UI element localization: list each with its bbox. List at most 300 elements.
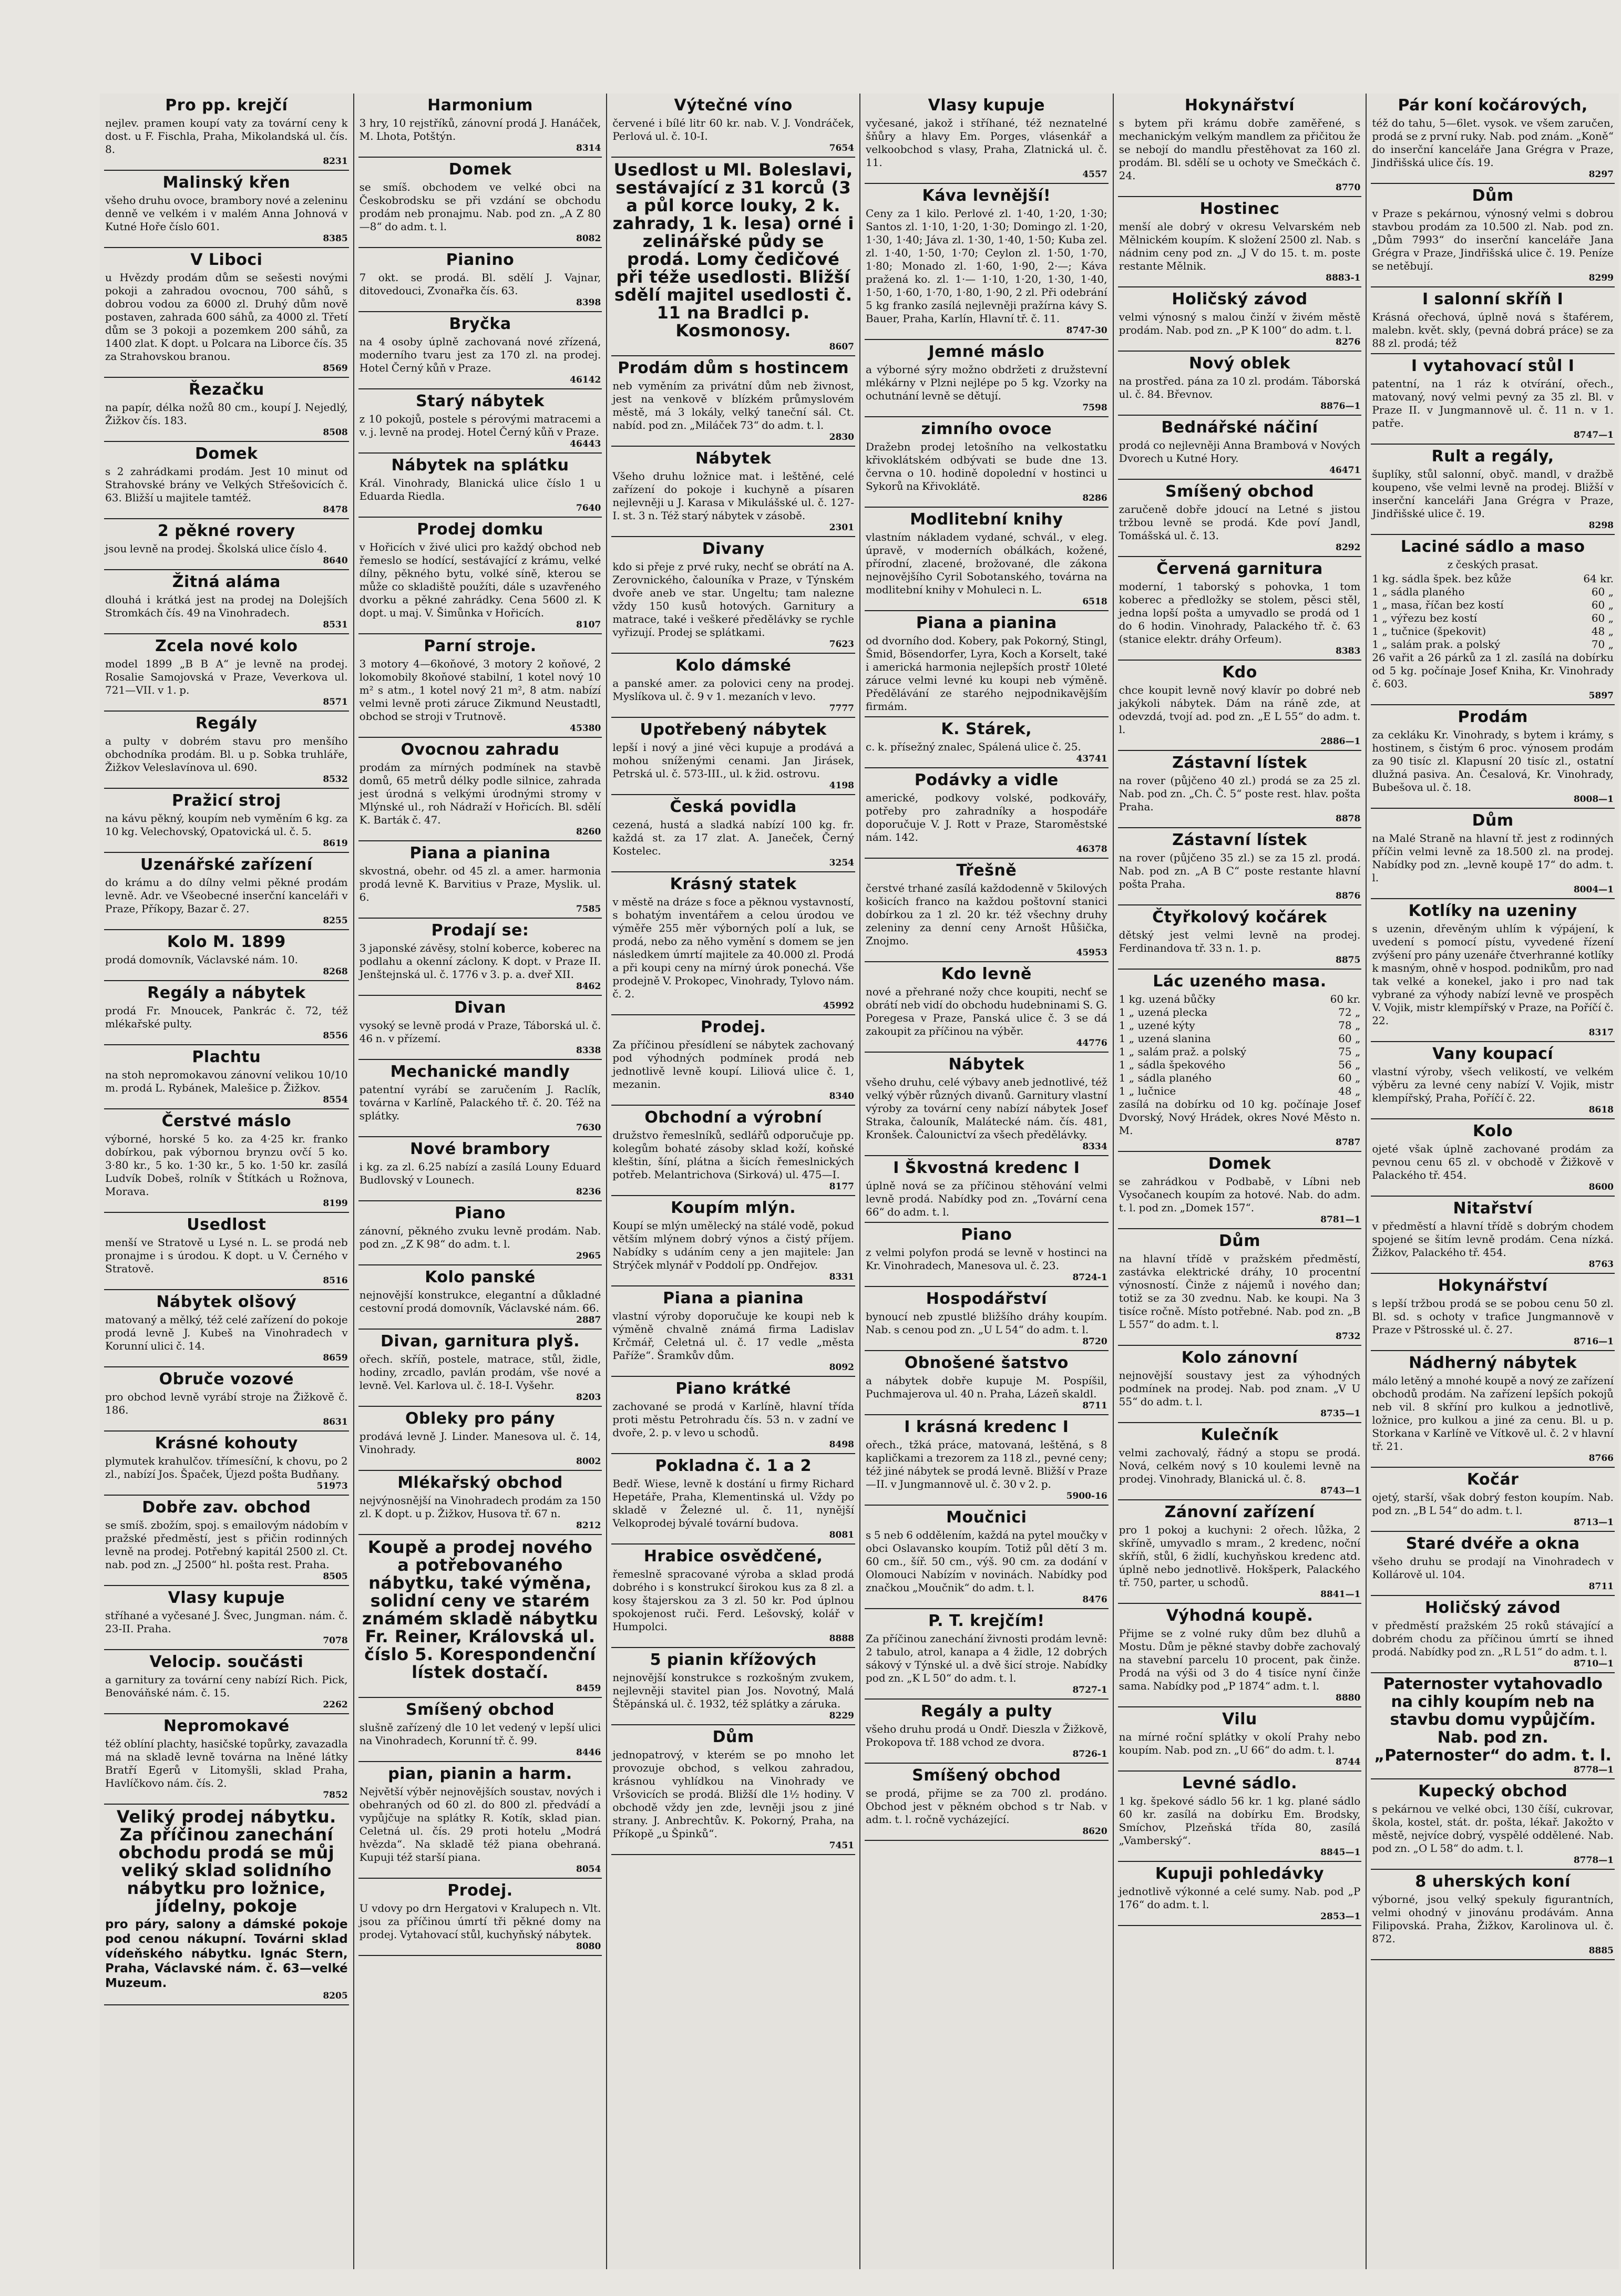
ad-title: Usedlost [187,1216,266,1234]
ad-body: na hlavní třídě v pražském předměstí, zastávka elektrické dráhy, 10 procentní výnosností. Činže z nájemů i nového dan; totiž se za 30 zvednu. Nab. ke koupi. Na 3 tisíce ročně. Místo potřebné. Nab. pod zn. „B L 557“ do adm. t. l. [1119,1252,1361,1331]
ad-title: Kolo M. 1899 [167,933,286,951]
classified-ad [1118,197,1362,287]
ad-body: řemeslně spracované výroba a sklad prodá dobrého i s konstrukcí širokou kus za 8 zl. a kosy štajerskou za 3 zl. 50 kr. Pod úplnou spokojenost ruči. Ferd. Lešovský, kolář v Humpolci. [612,1568,854,1633]
classified-ad [1371,287,1615,354]
ad-body: cezená, hustá a sladká nabízí 100 kg. fr. každá st. za 17 zlat. A. Janeček, Černý Kostelec. [612,818,854,857]
classified-ad [358,1060,602,1137]
ad-reference-number: 8498 [829,1439,854,1450]
classified-ad [1118,1346,1362,1423]
ad-reference-number: 8878 [1336,814,1361,824]
ad-body: U vdovy po drn Hergatovi v Kralupech n. Vlt. jsou za příčinou úmrtí tři pěkné domy na prodej. Vytahovací stůl, kuchyňský nábytek. [359,1902,601,1941]
classified-ad [1118,1772,1362,1862]
classified-ad [611,1377,855,1454]
ad-title: Dobře zav. obchod [142,1498,311,1517]
price-row [1119,1032,1361,1045]
price-item: 1 „ uzené kýty [1119,1019,1195,1032]
ad-title: Řezačku [188,380,264,399]
classified-ad [1118,1604,1362,1707]
ad-body: plymutek krahulčov. třímesíční, k chovu, po 2 zl., nabízí Jos. Špaček, Újezd pošta Budňany. [105,1455,348,1480]
classified-ad [358,919,602,996]
ad-body: skvostná, obehr. od 45 zl. a amer. harmonia prodá levně K. Barvitius v Praze, Myslik. ul. 6. [359,864,601,903]
ad-reference-number: 8383 [1336,646,1361,656]
classified-ad [1371,535,1615,705]
ad-title: Piano [961,1226,1012,1244]
ad-title: Obchodní a výrobní [644,1108,822,1127]
ad-title: Modlitební knihy [910,510,1063,529]
ad-body: v předměstí a hlavní třídě s dobrým chodem spojené se šitím levně prodám. Cena nízká. Žižkov, Palackého tř. 454. [1372,1220,1614,1259]
ad-title: Regály a nábytek [147,984,306,1002]
ad-reference-number: 8787 [1336,1137,1361,1148]
ad-body: i kg. za zl. 6.25 nabízí a zasílá Louny Eduard Budlovský v Lounech. [359,1160,601,1186]
ad-reference-number: 8620 [1082,1826,1107,1837]
ad-title: Paternoster vytahovadlo na cihly koupím neb na stavbu domu vypůjčím. Nab. pod zn. „Paternoster“ do adm. t. l. [1374,1675,1612,1765]
ad-column-5 [1113,94,1366,2269]
ad-body: na mírné roční splátky v okolí Prahy nebo koupím. Nab. pod zn. „U 66“ do adm. t. l. [1119,1731,1361,1756]
ad-body: dětský jest velmi levně na prodej. Ferdinandova tř. 33 n. 1. p. [1119,929,1361,954]
ad-body: velmi výnosný s malou činží v živém městě prodám. Nab. pod zn. „P K 100“ do adm. t. l. [1119,311,1361,336]
ad-title: Kupecký obchod [1418,1782,1568,1800]
ad-title: Divan [454,998,506,1017]
price-list [1372,572,1614,651]
ad-body: všeho druhu ovoce, brambory nové a zeleninu denně ve velkém i v malém Anna Johnová v Kutné Hoře číslo 601. [105,194,348,233]
ad-reference-number: 8531 [323,620,348,630]
ad-reference-number: 8640 [323,555,348,566]
ad-title: Dům [1472,187,1514,205]
ad-reference-number: 3254 [829,858,854,868]
price-item: 1 kg. sádla špek. bez kůže [1372,572,1512,585]
classified-ad [358,248,602,312]
classified-ad [104,1213,349,1290]
ad-title: Kolo zánovní [1181,1348,1298,1367]
ad-title: Vany koupací [1432,1045,1554,1063]
classified-ad [611,718,855,795]
ad-reference-number: 8720 [1082,1336,1107,1347]
ad-reference-number: 46443 [570,439,601,449]
ad-reference-number: 8747-30 [1066,325,1107,336]
ad-title: Rult a regály, [1431,447,1554,466]
classified-ad [358,94,602,158]
ad-body: Koupí se mlýn umělecký na stálé vodě, pokud větším mlýnem dobrý výnos a čistý příjem. Nabídky s udáním ceny a jen majitele: Jan Strýček mlynář v Poddolí pp. Ondřejov. [612,1219,854,1271]
ad-reference-number: 8203 [576,1392,601,1403]
ad-reference-number: 8766 [1588,1453,1614,1464]
ad-reference-number: 7623 [829,639,854,650]
price-item: 1 kg. uzená bůčky [1119,993,1216,1005]
ad-reference-number: 8735—1 [1320,1408,1361,1419]
classified-ad [611,158,855,356]
ad-title: Čtyřkolový kočárek [1152,908,1327,926]
ad-title: Smíšený obchod [912,1766,1061,1785]
classified-ad [104,1586,349,1650]
ad-body: se smíš. zbožím, spoj. s emailovým nádobím v pražské předměstí, jest s přičin rodinných levně na prodej. Potřebný kapitál 2500 zl. Ct. nab. pod zn. „J 2500“ hl. pošta rest. Praha. [105,1519,348,1571]
classified-ad [865,962,1109,1053]
classified-ad [358,312,602,389]
ad-reference-number: 8286 [1082,493,1107,503]
ad-body: Krásná ořechová, úplně nová s štaférem, malebn. květ. skly, (pevná dobrá práce) se za 88 zl. prodá; též [1372,311,1614,349]
classified-ad [1118,1707,1362,1772]
ad-body: s uzenin, dřevěným uhlím k výpájení, k uvedení s pomocí pístu, vyvedené řízení zvýšení pro pány uzenáře čtverhranné kotlíky k masným, ohně v hospod. podnikům, pro nad tak velké a konekel, jako i pro nad tak vybrané za výhody nabízí levně ve prospěch V. Vojik, mistr klempířský v Praze, na Poříčí č. 22. [1372,922,1614,1027]
classified-ads-page [100,94,1619,2269]
ad-reference-number: 8888 [829,1633,854,1644]
ad-title: Pro pp. krejčí [165,96,288,115]
price-row [1119,1045,1361,1058]
ad-reference-number: 2887 [576,1315,601,1325]
classified-ad [611,654,855,718]
ad-footer: zasílá na dobírku od 10 kg. počínaje Josef Dvorský, Nový Hrádek, okres Nové Město n. M. [1119,1098,1361,1137]
ad-body: s pekárnou ve velké obci, 130 číší, cukrovar, škola, kostel, stát. dr. pošta, lékař. Jakožto v městě, nejvíce dobrý, vyspělé oddělené. Nab. pod zn. „O L 58“ do adm. t. l. [1372,1803,1614,1855]
price-row [1372,599,1614,612]
ad-title: Usedlost u Ml. Boleslavi, sestávající z 31 korců (3 a půl korce louky, 2 k. zahrady, 1 k. lesa) orné i zelinářské půdy se prodá. Lomy čedičové při téže usedlosti. Bližší sdělí majitel usedlosti č. 11 na Bradlci p. Kosmonosy. [612,160,854,341]
ad-reference-number: 8744 [1336,1757,1361,1767]
ad-reference-number: 8713—1 [1573,1517,1614,1528]
ad-reference-number: 8743—1 [1320,1486,1361,1496]
ad-column-3 [606,94,859,2269]
ad-body: úplně nová se za příčinou stěhování velmi levně prodá. Nabídky pod zn. „Tovární cena 66“ do adm. t. l. [865,1179,1107,1218]
ad-title: zimního ovoce [921,420,1052,438]
ad-reference-number: 51973 [316,1481,348,1491]
price-item: 1 „ masa, říčan bez kostí [1372,599,1504,611]
ad-body: na rover (půjčeno 35 zl.) se za 15 zl. prodá. Nab. pod zn. „A B C“ poste restante hlavní pošta Praha. [1119,851,1361,890]
ad-reference-number: 8618 [1588,1105,1614,1115]
ad-body: v předměstí pražském 25 roků stávající a dobrém chodu za příčinou úmrtí se ihned prodá. Nabídky pod zn. „R L 51“ do adm. t. l. [1372,1619,1614,1658]
ad-reference-number: 7852 [323,1790,348,1800]
ad-body: vyčesané, jakož i stříhané, též neznatelné šňůry a hlavy Em. Porges, vlásenkář a velkoobchod s vlasy, Praha, Zlatnická ul. č. 11. [865,117,1107,169]
ad-title: Nábytek na splátku [391,456,569,475]
ad-reference-number: 44776 [1076,1038,1107,1048]
ad-body: moderní, 1 taborský s pohovka, 1 tom koberec a předložky se stolem, pěsci stěl, jedna lopší pošta a umyvadlo se prodá od 1 do 6 hodin. Vinohrady, Palackého tř. č. 63 (stanice elektr. dráhy Orfeum). [1119,580,1361,645]
ad-body: z 10 pokojů, postele s pérovými matracemi a v. j. levně na prodej. Hotel Černý kůň v Praze. [359,413,601,438]
ad-body: od dvorního dod. Kobery, pak Pokorný, Stingl, Šmid, Bösendorfer, Lyra, Koch a Korselt, také i americká harmonia nejlepších prostř 10leté záruce velmi levné ku koupi neb výměně. Předělávání ze starého nejpodnikavějším firmám. [865,634,1107,713]
price-value: 78 „ [1338,1019,1361,1032]
classified-ad [358,518,602,634]
classified-ad [358,1762,602,1879]
ad-body: na stoh nepromokavou zánovní velikou 10/10 m. prodá L. Rybánek, Malešice p. Žižkov. [105,1068,348,1094]
ad-body: na kávu pěkný, koupím neb vyměním 6 kg. za 10 kg. Velechovský, Opatovická ul. č. 5. [105,812,348,838]
classified-ad [358,1535,602,1698]
ad-title: Káva levnější! [922,187,1051,205]
ad-title: 2 pěkné rovery [157,522,295,540]
ad-body: menší ve Stratově u Lysé n. L. se prodá neb pronajme i s úrodou. K dopt. u V. Černého v Stratově. [105,1236,348,1275]
ad-reference-number: 8205 [323,1991,348,2001]
ad-body: americké, podkovy volské, podkovářy, potřeby pro zahradníky a hospodáře doporučuje V. J. Rott v Praze, Staroměstské nám. 142. [865,791,1107,843]
ad-title: Vlasy kupuje [928,96,1045,115]
ad-title: Pokladna č. 1 a 2 [655,1457,812,1475]
ad-title: Nádherný nábytek [1409,1354,1577,1372]
ad-title: Upotřebený nábytek [640,720,827,739]
ad-reference-number: 8516 [323,1275,348,1286]
ad-body: Všeho druhu ložnice mat. i leštěné, celé zařízení do pokoje i kuchyně a písaren nejlevněji u J. Karasa v Mikulášské ul. č. 127-I. st. 3 n. Též starý nábytek v zásobě. [612,470,854,522]
ad-title: Mechanické mandly [390,1063,570,1081]
ad-title: Hokynářství [1438,1276,1548,1295]
ad-body: všeho druhu, celé výbavy aneb jednotlivé, též velký výběr různých divanů. Garnitury vlastní výroby za tovární ceny nabízí nábytek Josef Straka, čalouník, Malátecké nám. čís. 481, Kronšek. Čalounictví za všech předělávky. [865,1076,1107,1141]
ad-title: pian, pianin a harm. [388,1765,572,1783]
ad-body: pro páry, salony a dámské pokoje pod cenou nákupní. Továrni sklad vídeňského nábytku. Ignác Stern, Praha, Václavské nám. č. 63—velké Muzeum. [105,1918,348,1990]
ad-reference-number: 8885 [1588,1945,1614,1956]
classified-ad [358,454,602,518]
price-row [1372,638,1614,651]
classified-ad [865,508,1109,611]
ad-title: Piana a pianina [663,1289,804,1307]
ad-title: Pražicí stroj [171,791,281,810]
ad-title: Starý nábytek [416,392,545,410]
ad-title: Česká povidla [670,798,797,816]
ad-title: Levné sádlo. [1182,1774,1298,1793]
ad-body: se zahrádkou v Podbabě, v Líbni neb Vysočanech koupím za hotové. Nab. do adm. t. l. pod zn. „Domek 157“. [1119,1175,1361,1214]
ad-reference-number: 8505 [323,1571,348,1582]
classified-ad [611,1196,855,1286]
ad-reference-number: 8841—1 [1320,1589,1361,1600]
ad-body: prodá Fr. Mnoucek, Pankrác č. 72, též mlékařské pulty. [105,1004,348,1030]
price-row [1119,1058,1361,1072]
ad-reference-number: 8177 [829,1181,854,1192]
ad-reference-number: 8781—1 [1320,1214,1361,1225]
price-item: 1 „ lučnice [1119,1085,1176,1097]
ad-reference-number: 7777 [829,703,854,714]
ad-reference-number: 8298 [1588,520,1614,531]
ad-title: Prodej domku [417,520,543,539]
ad-reference-number: 8711 [1082,1401,1107,1411]
classified-ad [1371,1532,1615,1596]
classified-ad [358,1407,602,1471]
ad-title: Výhodná koupě. [1166,1607,1314,1625]
classified-ad [611,1648,855,1725]
ad-body: všeho druhu se prodají na Vinohradech v Kollárově ul. 104. [1372,1555,1614,1581]
ad-reference-number: 8875 [1336,955,1361,965]
ad-reference-number: 8883-1 [1326,273,1361,283]
ad-title: Piana a pianina [409,844,551,862]
price-value: 70 „ [1591,638,1614,651]
classified-ad [104,1714,349,1805]
ad-reference-number: 7630 [576,1123,601,1133]
price-row [1119,1019,1361,1032]
ad-body: Dražebn prodej letošního na velkostatku křivoklátském odbývati se bude dne 13. června o 10. hodině dopolední v hostinci u Sykorů na Křivoklátě. [865,440,1107,492]
ad-title: Prodám dům s hostincem [618,359,849,377]
ad-body: a výborné sýry možno obdržeti z družstevní mlékárny v Plzni nejlépe po 5 kg. Vzorky na ochutnání levně se dětují. [865,363,1107,402]
ad-reference-number: 8711 [1588,1581,1614,1592]
classified-ad [1371,1119,1615,1197]
ad-reference-number: 8340 [829,1091,854,1101]
ad-reference-number: 8532 [323,774,348,785]
ad-body: s 2 zahrádkami prodám. Jest 10 minut od Strahovské brány ve Velkých Střešovicích č. 63. Bližší u majitele tamtéž. [105,465,348,504]
price-value: 60 „ [1591,612,1614,624]
classified-ad [865,1609,1109,1700]
ad-reference-number: 5900-16 [1066,1491,1107,1501]
ad-body: na 4 osoby úplně zachovaná nové zřízená, moderního tvaru jest za 170 zl. na prodej. Hotel Černý kůň v Praze. [359,335,601,374]
classified-ad [358,1879,602,1956]
ad-title: Pianino [446,251,515,269]
ad-reference-number: 8260 [576,827,601,837]
price-item: 1 „ salám praž. a polský [1119,1045,1247,1058]
classified-ad [1118,751,1362,828]
ad-column-6 [1366,94,1619,2269]
ad-title: Koupím mlýn. [671,1199,796,1217]
ad-reference-number: 8004—1 [1573,884,1614,895]
classified-ad [358,738,602,841]
ad-body: nejnovější konstrukce, elegantní a důkladné cestovní prodá domovník, Václavské nám. 66. [359,1289,601,1314]
classified-ad [104,519,349,570]
ad-title: Nový oblek [1189,354,1290,373]
ad-body: vlastní výroby doporučuje ke koupi neb k výměně chvalně známá firma Ladislav Krčmář, Celetná ul. č. 17 vedle „města Paříže“. Šramkův dům. [612,1310,854,1362]
classified-ad [611,1106,855,1196]
ad-body: patentní, na 1 ráz k otvírání, ořech., matovaný, nový velmi pevný za 35 zl. Bl. v Praze II. v Jungmannově ul. č. 11 n. v 1. patře. [1372,377,1614,429]
ad-reference-number: 2965 [576,1251,601,1261]
price-value: 72 „ [1338,1006,1361,1018]
ad-body: šuplíky, stůl salonní, obyč. mandl, v dražbě koupeno, vše velmi levně na prodej. Bližší v inserční kanceláři Jana Grégra v Praze, Jindřišské ulice č. 19. [1372,468,1614,520]
ad-title: 8 uherských koní [1415,1872,1571,1891]
price-value: 64 kr. [1583,572,1614,585]
ad-body: ojeté však úplně zachované prodám za pevnou cenu 65 zl. v obchodě v Žižkově v Palackého tř. 454. [1372,1142,1614,1181]
classified-ad [104,1109,349,1213]
ad-reference-number: 8569 [323,363,348,374]
price-item: 1 „ výřezu bez kostí [1372,612,1478,624]
ad-title: Kolo [1473,1122,1513,1140]
ad-title: Zcela nové kolo [155,637,298,655]
classified-ad [865,1700,1109,1764]
ad-title: Kupuji pohledávky [1155,1865,1325,1883]
classified-ad [104,570,349,634]
ad-title: Třešně [956,861,1017,880]
ad-body: u Hvězdy prodám dům se sešesti novými pokoji a zahradou ovocnou, 700 sáhů, s dobrou vodou za 6000 zl. Druhý dům nově postaven, zahrada 600 sáhů, za 4000 zl. Třetí dům se 3 pokoji a pozemkem 200 sáhů, za 1400 zlat. K dopt. u Polcara na Liborce čís. 35 za Strahovskou branou. [105,271,348,363]
ad-body: kdo si přeje z prvé ruky, nechť se obrátí na A. Zerovnického, čalouníka v Praze, v Týnském dvoře aneb ve star. Ungeltu; tam nalezne vždy 150 kusů hotových. Garnitury a matrace, také i veškeré předělávky se rychle vyřizují. Prodej se splátkami. [612,560,854,639]
ad-body: červené i bílé litr 60 kr. nab. V. J. Vondráček, Perlová ul. č. 10-I. [612,117,854,142]
ad-reference-number: 8459 [576,1683,601,1694]
classified-ad [1371,1870,1615,1960]
ad-reference-number: 8619 [323,838,348,849]
price-item: 1 „ uzená slanina [1119,1032,1211,1045]
ad-title: Čerstvé máslo [161,1112,292,1130]
classified-ad [865,1506,1109,1609]
ad-title: Piana a pianina [916,614,1057,632]
ad-title: Prodám [1458,708,1528,726]
ad-reference-number: 8054 [576,1864,601,1875]
ad-title: Výtečné víno [674,96,793,115]
ad-body: matovaný a mělký, též celé zařízení do pokoje prodá levně J. Kubeš na Vinohradech v Korunní ulici č. 14. [105,1313,348,1352]
price-list [1119,993,1361,1098]
classified-ad [104,1045,349,1109]
ad-reference-number: 8092 [829,1362,854,1373]
ad-title: 5 pianin křížových [650,1651,817,1669]
classified-ad [1118,1152,1362,1229]
ad-reference-number: 45992 [823,1001,854,1011]
classified-ad [611,94,855,158]
ad-body: s 5 neb 6 oddělením, každá na pytel moučky v obci Oslavansko koupím. Totiž půl dětí 3 m. 60 cm., šíř. 50 cm., výš. 90 cm. za dodání v Olomouci Nabízím v novinách. Nabídky pod značkou „Moučnik“ do adm. t. l. [865,1529,1107,1594]
ad-reference-number: 8770 [1336,182,1361,193]
classified-ad [1118,1862,1362,1926]
classified-ad [1118,1423,1362,1500]
ad-body: Bedř. Wiese, levně k dostání u firmy Richard Hepetáře, Praha, Klementinská ul. Vždy po skladě v Železné ul. č. 11, nynější Velkoprodej bývalé tovární budova. [612,1477,854,1529]
ad-title: Kotlíky na uzeniny [1408,902,1577,920]
ad-reference-number: 4557 [1082,169,1107,180]
classified-ad [611,1286,855,1377]
ad-title: I Škvostná kredenc I [893,1159,1080,1177]
ad-body: prodá domovník, Václavské nám. 10. [105,953,298,966]
ad-title: Staré dvéře a okna [1405,1535,1580,1553]
ad-title: Vilu [1222,1710,1257,1728]
ad-title: Krásné kohouty [155,1434,298,1453]
ad-body: zaručeně dobře jdoucí na Letné s jistou tržbou levně se prodá. Kde poví Jandl, Tomášská ul. č. 13. [1119,503,1361,542]
classified-ad [865,1351,1109,1415]
ad-title: Obruče vozové [159,1370,294,1388]
ad-body: 7 okt. se prodá. Bl. sdělí J. Vajnar, ditovedouci, Zvonařka čís. 63. [359,271,601,297]
ad-title: Lác uzeného masa. [1153,972,1327,991]
ad-title: Harmonium [427,96,533,115]
classified-ad [1118,94,1362,197]
ad-body: ojetý, starší, však dobrý feston koupím. Nab. pod zn. „B L 54“ do adm. t. l. [1372,1491,1614,1517]
ad-body: ořech., tžká práce, matovaná, leštěná, s 8 kapličkami a trezorem za 118 zl., pevné ceny; též jiné nábytek se prodá levně. Bližší v Praze—II. v Jungmannově ul. č. 30 v 2. p. [865,1438,1107,1490]
classified-ad [865,184,1109,340]
ad-reference-number: 2853—1 [1320,1911,1361,1922]
ad-body: a nábytek dobře kupuje M. Pospíšil, Puchmajerova ul. 40 n. Praha, Lázeň skaldl. [865,1374,1107,1400]
price-row [1372,585,1614,599]
ad-title: Hostinec [1199,200,1280,218]
ad-body: Za příčinou přesídlení se nábytek zachovaný pod výhodných podmínek prodá neb jednotlivě levně koupí. Liliová ulice č. 1, mezanin. [612,1038,854,1090]
ad-reference-number: 8845—1 [1320,1847,1361,1858]
ad-body: 3 japonské závěsy, stolní koberce, koberec na podlahu a okenní záclony. K dopt. v Praze II. Jenštejnská ul. č. 1776 v 3. p. a. dveř XII. [359,942,601,981]
ad-reference-number: 8080 [576,1941,601,1952]
price-item: 1 „ uzená plecka [1119,1006,1208,1018]
ad-column-4 [859,94,1113,2269]
ad-title: Prodají se: [431,921,529,940]
ad-body: s bytem při krámu dobře zaměřené, s mechanickým velkým mandlem za přičitou že se nebojí do mandlu přestěhovat za 160 zl. prodám. Bl. sdělí se u ochoty ve Smečkách č. 24. [1119,117,1361,182]
ad-reference-number: 8107 [576,620,601,630]
ad-title: Hospodářství [926,1290,1047,1308]
ad-column-2 [353,94,607,2269]
classified-ad [865,1223,1109,1287]
ad-title: Kolo dámské [675,656,792,675]
ad-title: Jemné máslo [928,343,1045,361]
ad-reference-number: 8082 [576,233,601,244]
price-row [1119,1072,1361,1085]
ad-title: Krásný statek [670,875,797,893]
ad-title: Nábytek [948,1055,1025,1074]
ad-body: nejnovější konstrukce s rozkošným zvukem, nejlevněji stavitel pian Jos. Novotný, Malá Štěpánská ul. č. 1932, též splátky a záruka. [612,1671,854,1710]
ad-reference-number: 8778—1 [1573,1765,1614,1775]
ad-title: Ovocnou zahradu [401,740,560,759]
ad-title: Kolo panské [425,1268,536,1286]
price-value: 56 „ [1338,1058,1361,1071]
ad-reference-number: 8292 [1336,542,1361,553]
price-item: 1 „ sádla planého [1372,585,1465,598]
ad-body: Král. Vinohrady, Blanická ulice číslo 1 u Eduarda Riedla. [359,477,601,502]
ad-body: v Hořicích v živé ulici pro každý obchod neb řemeslo se hodící, sestávající z krámu, velké dílny, pěkného bytu, volké síně, kterou se může co skladiště použíti, dále s uzavřeného dvorku a pěkné zahrádky. Cena 5600 zl. K dopt. u maj. V. Šimůnka v Hořicích. [359,541,601,619]
ad-body: všeho druhu prodá u Ondř. Dieszla v Žižkově, Prokopova tř. 188 vchod ze dvora. [865,1723,1107,1748]
ad-body: s lepší tržbou prodá se se pobou cenu 50 zl. Bl. sd. s ochoty v trafice Jungmannově v Praze v Pštrosské ul. č. 27. [1372,1297,1614,1336]
ad-body: jednotlivě výkonné a celé sumy. Nab. pod „P 176“ do adm. t. l. [1119,1885,1361,1911]
classified-ad [611,1015,855,1106]
ad-body: na Malé Straně na hlavní tř. jest z rodinných příčin velmi levně za 18.500 zl. na prodej. Nabídky pod zn. „levně koupě 17“ do adm. t. l. [1372,832,1614,884]
classified-ad [865,717,1109,768]
classified-ad [1371,1596,1615,1673]
classified-ad [865,1053,1109,1156]
ad-title: Nitařství [1453,1199,1533,1218]
classified-ad [865,94,1109,184]
ad-title: Podávky a vidle [914,771,1059,789]
classified-ad [865,1415,1109,1506]
ad-reference-number: 6518 [1082,596,1107,607]
ad-reference-number: 46378 [1076,844,1107,854]
ad-body: prodá co nejlevněji Anna Brambová v Nových Dvorech u Kutné Hory. [1119,439,1361,465]
classified-ad [104,1650,349,1714]
ad-title: Obleky pro pány [405,1409,555,1428]
price-value: 60 „ [1591,599,1614,611]
classified-ad [104,1290,349,1367]
ad-title: Bednářské náčiní [1161,418,1318,437]
ad-reference-number: 7640 [576,503,601,513]
classified-ad [865,1287,1109,1351]
ad-body: nejnovější soustavy jest za výhodných podmínek na prodej. Nab. pod znam. „V U 55“ do adm. t. l. [1119,1369,1361,1408]
classified-ad [1118,828,1362,905]
ad-body: nejlev. pramen koupí vaty za tovární ceny k dost. u F. Fischla, Praha, Mikolandská ul. čís. 8. [105,117,348,156]
ad-title: Divany [702,540,765,558]
